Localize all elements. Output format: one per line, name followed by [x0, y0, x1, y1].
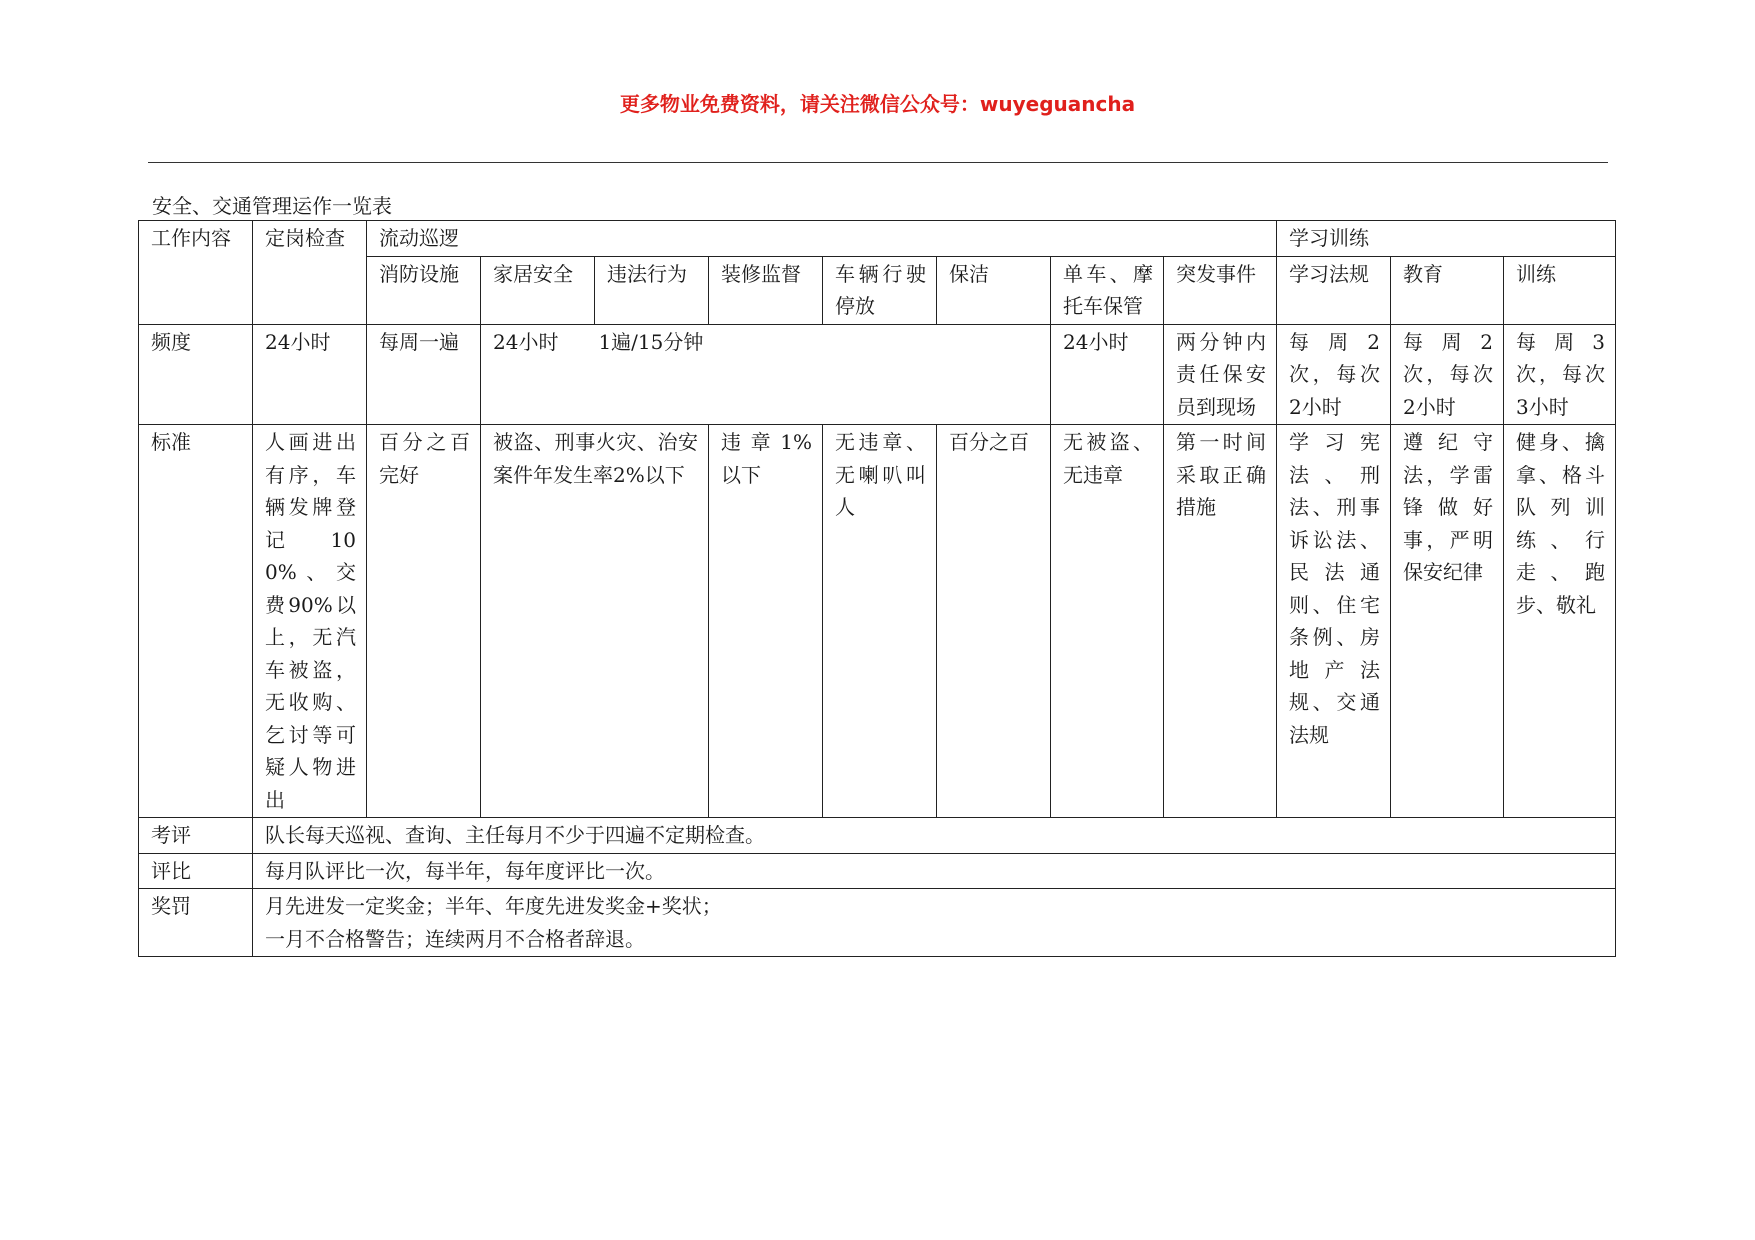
freq-bike: 24小时 — [1051, 324, 1164, 425]
evaluation-row — [139, 818, 1616, 854]
header-fixed-post: 定岗检查 — [253, 221, 367, 325]
sub-vehicle: 车辆行驶停放 — [823, 256, 937, 324]
reward-row — [139, 889, 1616, 957]
sub-training: 训练 — [1504, 256, 1616, 324]
freq-education: 每周2次，每次2小时 — [1391, 324, 1504, 425]
operations-table — [138, 220, 1616, 957]
freq-fixed-post: 24小时 — [253, 324, 367, 425]
frequency-label: 频度 — [139, 324, 253, 425]
std-fixed-post: 人画进出有序，车辆发牌登记100%、交费90%以上，无汽车被盗，无收购、乞讨等可疑人物进出 — [253, 425, 367, 818]
header-row — [139, 221, 1616, 257]
table-caption: 安全、交通管理运作一览表 — [152, 194, 392, 218]
freq-training: 每周3次，每次3小时 — [1504, 324, 1616, 425]
header-patrol: 流动巡逻 — [367, 221, 1277, 257]
standard-row — [139, 425, 1616, 818]
freq-fire: 每周一遍 — [367, 324, 481, 425]
freq-law: 每周2次，每次2小时 — [1277, 324, 1391, 425]
freq-emergency: 两分钟内责任保安员到现场 — [1164, 324, 1277, 425]
evaluation-label: 考评 — [139, 818, 253, 854]
comparison-label: 评比 — [139, 853, 253, 889]
std-fire: 百分之百完好 — [367, 425, 481, 818]
std-law: 学习宪法、刑法、刑事诉讼法、民法通则、住宅条例、房地产法规、交通法规 — [1277, 425, 1391, 818]
reward-line-2: 一月不合格警告；连续两月不合格者辞退。 — [265, 926, 645, 951]
reward-text — [253, 889, 1616, 957]
sub-illegal: 违法行为 — [595, 256, 709, 324]
std-home-illegal: 被盗、刑事火灾、治安案件年发生率2%以下 — [481, 425, 709, 818]
std-emergency: 第一时间采取正确措施 — [1164, 425, 1277, 818]
frequency-row — [139, 324, 1616, 425]
header-study: 学习训练 — [1277, 221, 1616, 257]
comparison-row — [139, 853, 1616, 889]
sub-emergency: 突发事件 — [1164, 256, 1277, 324]
evaluation-text: 队长每天巡视、查询、主任每月不少于四遍不定期检查。 — [253, 818, 1616, 854]
sub-home: 家居安全 — [481, 256, 595, 324]
std-cleaning: 百分之百 — [937, 425, 1051, 818]
sub-fire: 消防设施 — [367, 256, 481, 324]
sub-renovation: 装修监督 — [709, 256, 823, 324]
std-renovation: 违章1%以下 — [709, 425, 823, 818]
sub-education: 教育 — [1391, 256, 1504, 324]
header-note: 更多物业免费资料，请关注微信公众号：wuyeguancha — [619, 92, 1136, 116]
reward-label: 奖罚 — [139, 889, 253, 957]
sub-bike: 单车、摩托车保管 — [1051, 256, 1164, 324]
standard-label: 标准 — [139, 425, 253, 818]
horizontal-rule — [148, 162, 1608, 163]
sub-law: 学习法规 — [1277, 256, 1391, 324]
sub-cleaning: 保洁 — [937, 256, 1051, 324]
std-training: 健身、擒拿、格斗队列训练、行走、跑步、敬礼 — [1504, 425, 1616, 818]
reward-line-1: 月先进发一定奖金；半年、年度先进发奖金+奖状； — [265, 894, 722, 918]
header-work-content: 工作内容 — [139, 221, 253, 325]
freq-home-range: 24小时 1遍/15分钟 — [481, 324, 1051, 425]
std-vehicle: 无违章、无喇叭叫人 — [823, 425, 937, 818]
comparison-text: 每月队评比一次，每半年，每年度评比一次。 — [253, 853, 1616, 889]
std-education: 遵纪守法，学雷锋做好事，严明保安纪律 — [1391, 425, 1504, 818]
std-bike: 无被盗、无违章 — [1051, 425, 1164, 818]
